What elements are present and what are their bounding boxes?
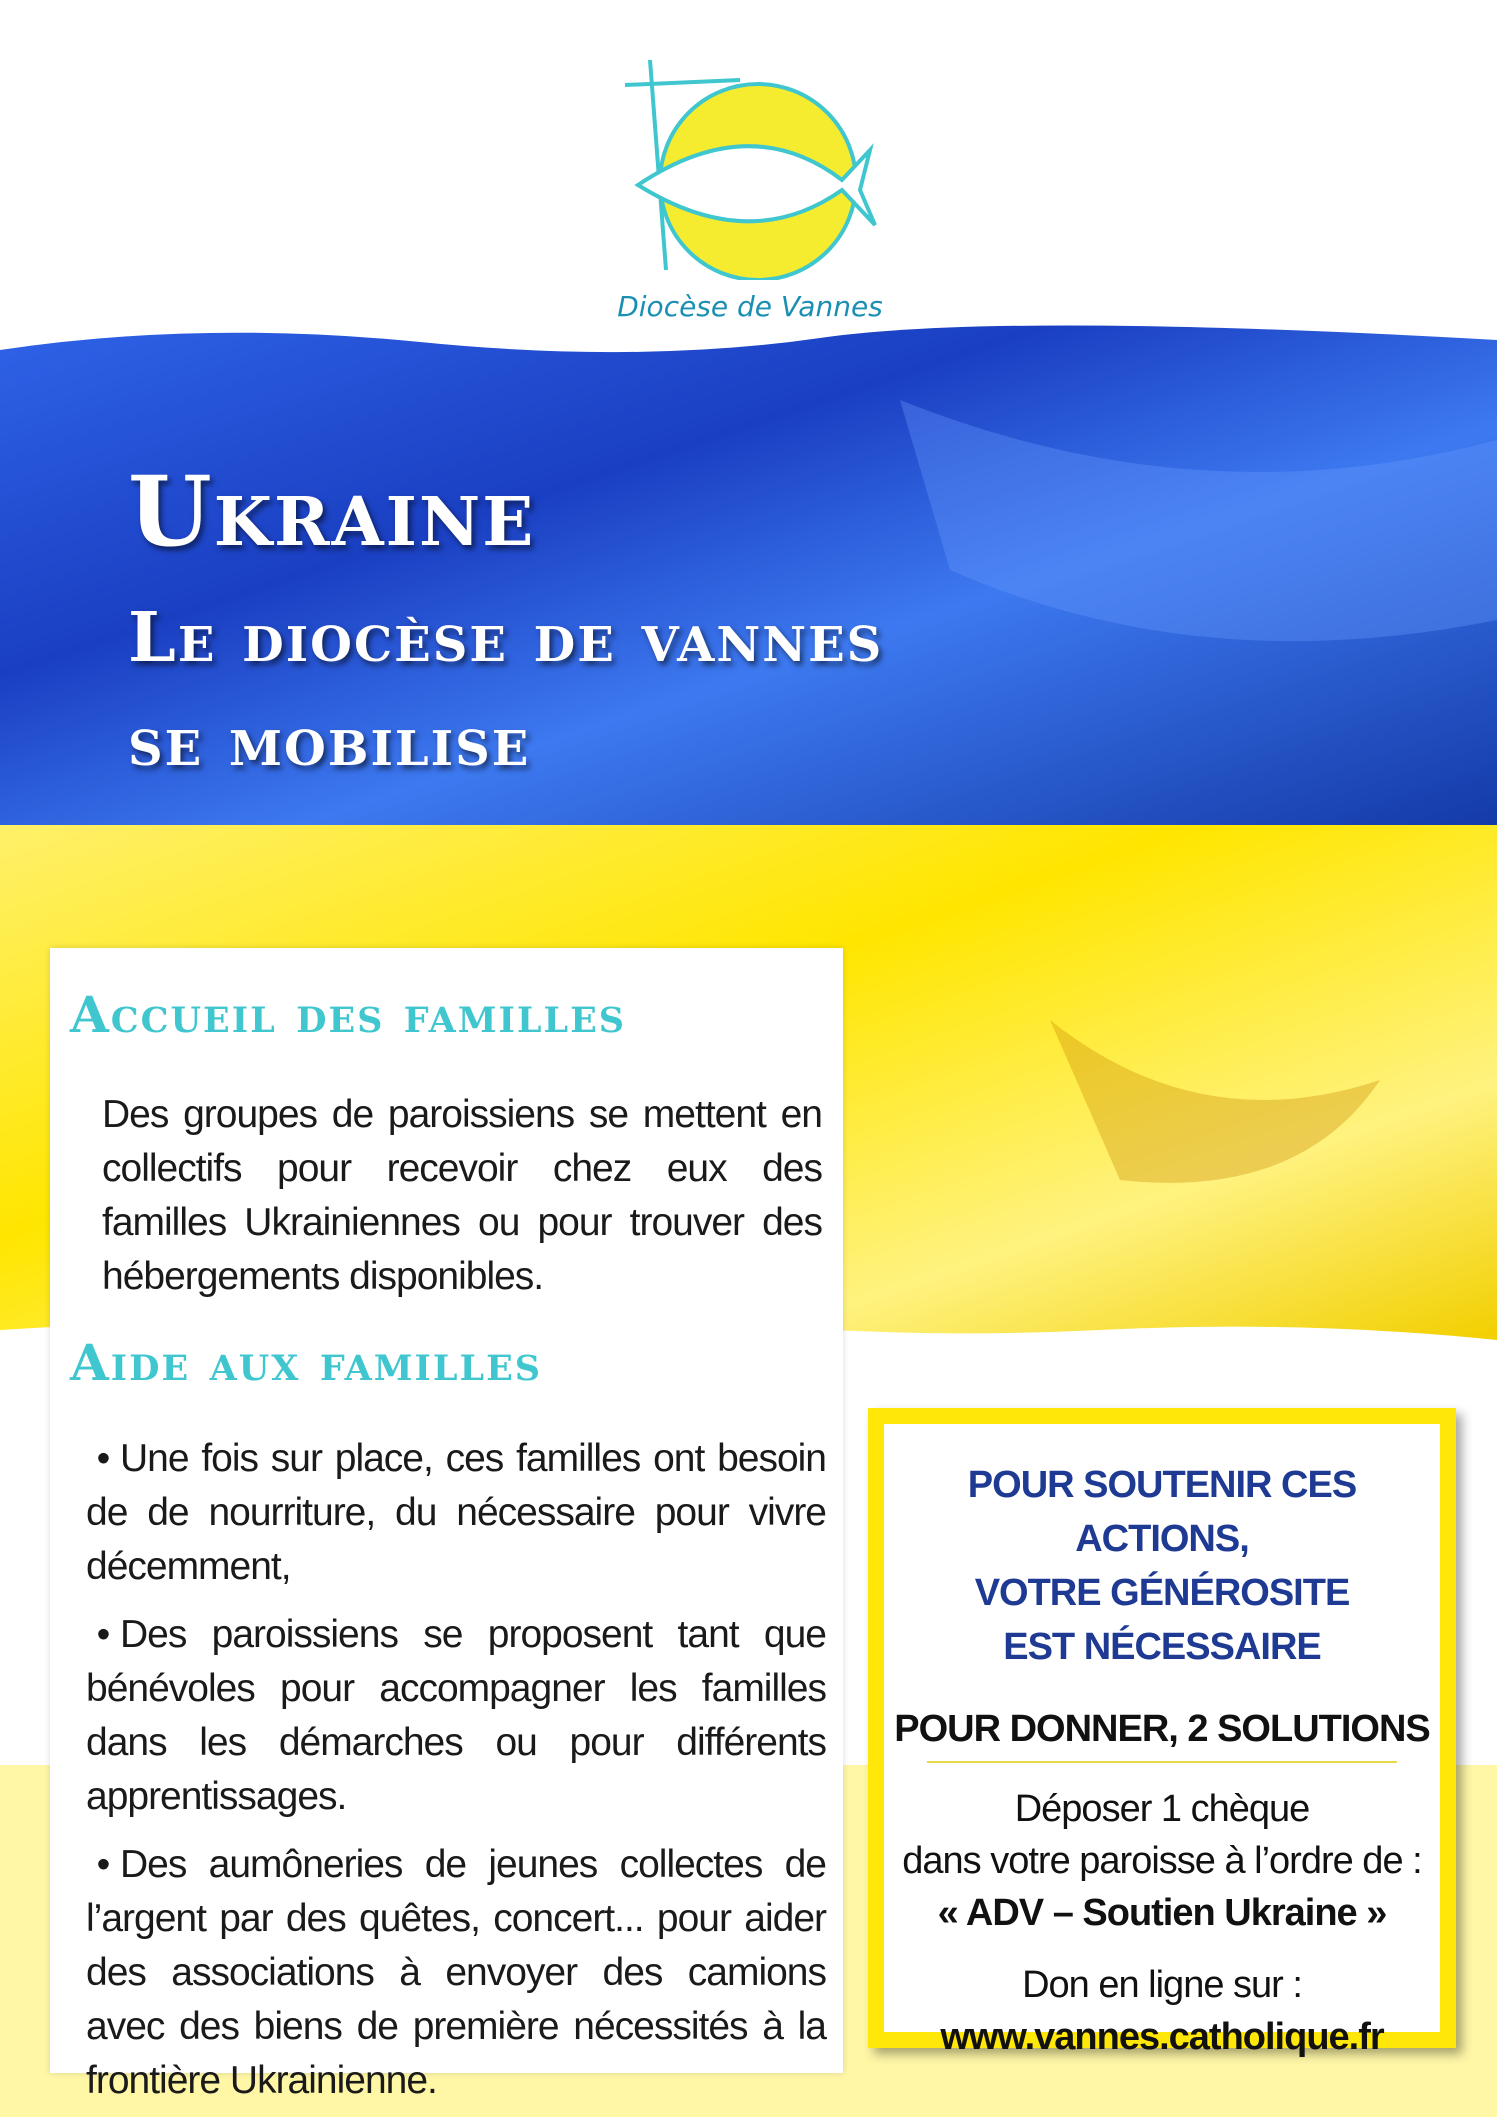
- donation-heading: POUR SOUTENIR CES ACTIONS, VOTRE GÉNÉROSITE EST NÉCESSAIRE: [967, 1464, 1357, 1668]
- list-item: • Des paroissiens se proposent tant que bénévoles pour accompagner les familles dans les démarches ou pour différents apprentissages.: [86, 1608, 826, 1824]
- divider: [927, 1761, 1397, 1763]
- cheque-line-2: dans votre paroisse à l’ordre de :: [902, 1840, 1422, 1882]
- accueil-paragraph: Des groupes de paroissiens se mettent en collectifs pour recevoir chez eux des familles Ukrainiennes ou pour trouver des hébergements disponibles.: [102, 1093, 822, 1298]
- online-label: Don en ligne sur :: [1022, 1964, 1302, 2006]
- logo-caption: Diocèse de Vannes: [617, 290, 883, 323]
- headline-mobilise: se mobilise: [128, 702, 531, 782]
- aide-list: [86, 1432, 826, 2122]
- bullet-icon: •: [96, 1843, 110, 1886]
- donation-box: [868, 1408, 1456, 2058]
- donation-box-inner: [884, 1424, 1440, 2058]
- headline-ukraine: Ukraine: [128, 455, 536, 568]
- cheque-payee: « ADV – Soutien Ukraine »: [937, 1892, 1387, 1934]
- cheque-line-1: Déposer 1 chèque: [1014, 1788, 1310, 1830]
- donation-link[interactable]: www.vannes.catholique.fr: [940, 2016, 1384, 2058]
- list-item: • Des aumôneries de jeunes collectes de l’argent par des quêtes, concert... pour aider des associations à envoyer des camions avec des biens de première nécessités à la frontière Ukrainienne.: [86, 1838, 826, 2108]
- bullet-icon: •: [96, 1437, 110, 1480]
- section-title-accueil: Accueil des familles: [70, 985, 627, 1044]
- logo-cross-horizontal: [625, 80, 740, 85]
- section-title-aide: Aide aux familles: [70, 1333, 543, 1392]
- diocese-logo: [620, 50, 880, 280]
- give-title: POUR DONNER, 2 SOLUTIONS: [894, 1708, 1430, 1750]
- headline-diocese: Le diocèse de vannes: [128, 598, 884, 678]
- bullet-icon: •: [96, 1613, 110, 1656]
- list-item: • Une fois sur place, ces familles ont besoin de de nourriture, du nécessaire pour vivre décemment,: [86, 1432, 826, 1594]
